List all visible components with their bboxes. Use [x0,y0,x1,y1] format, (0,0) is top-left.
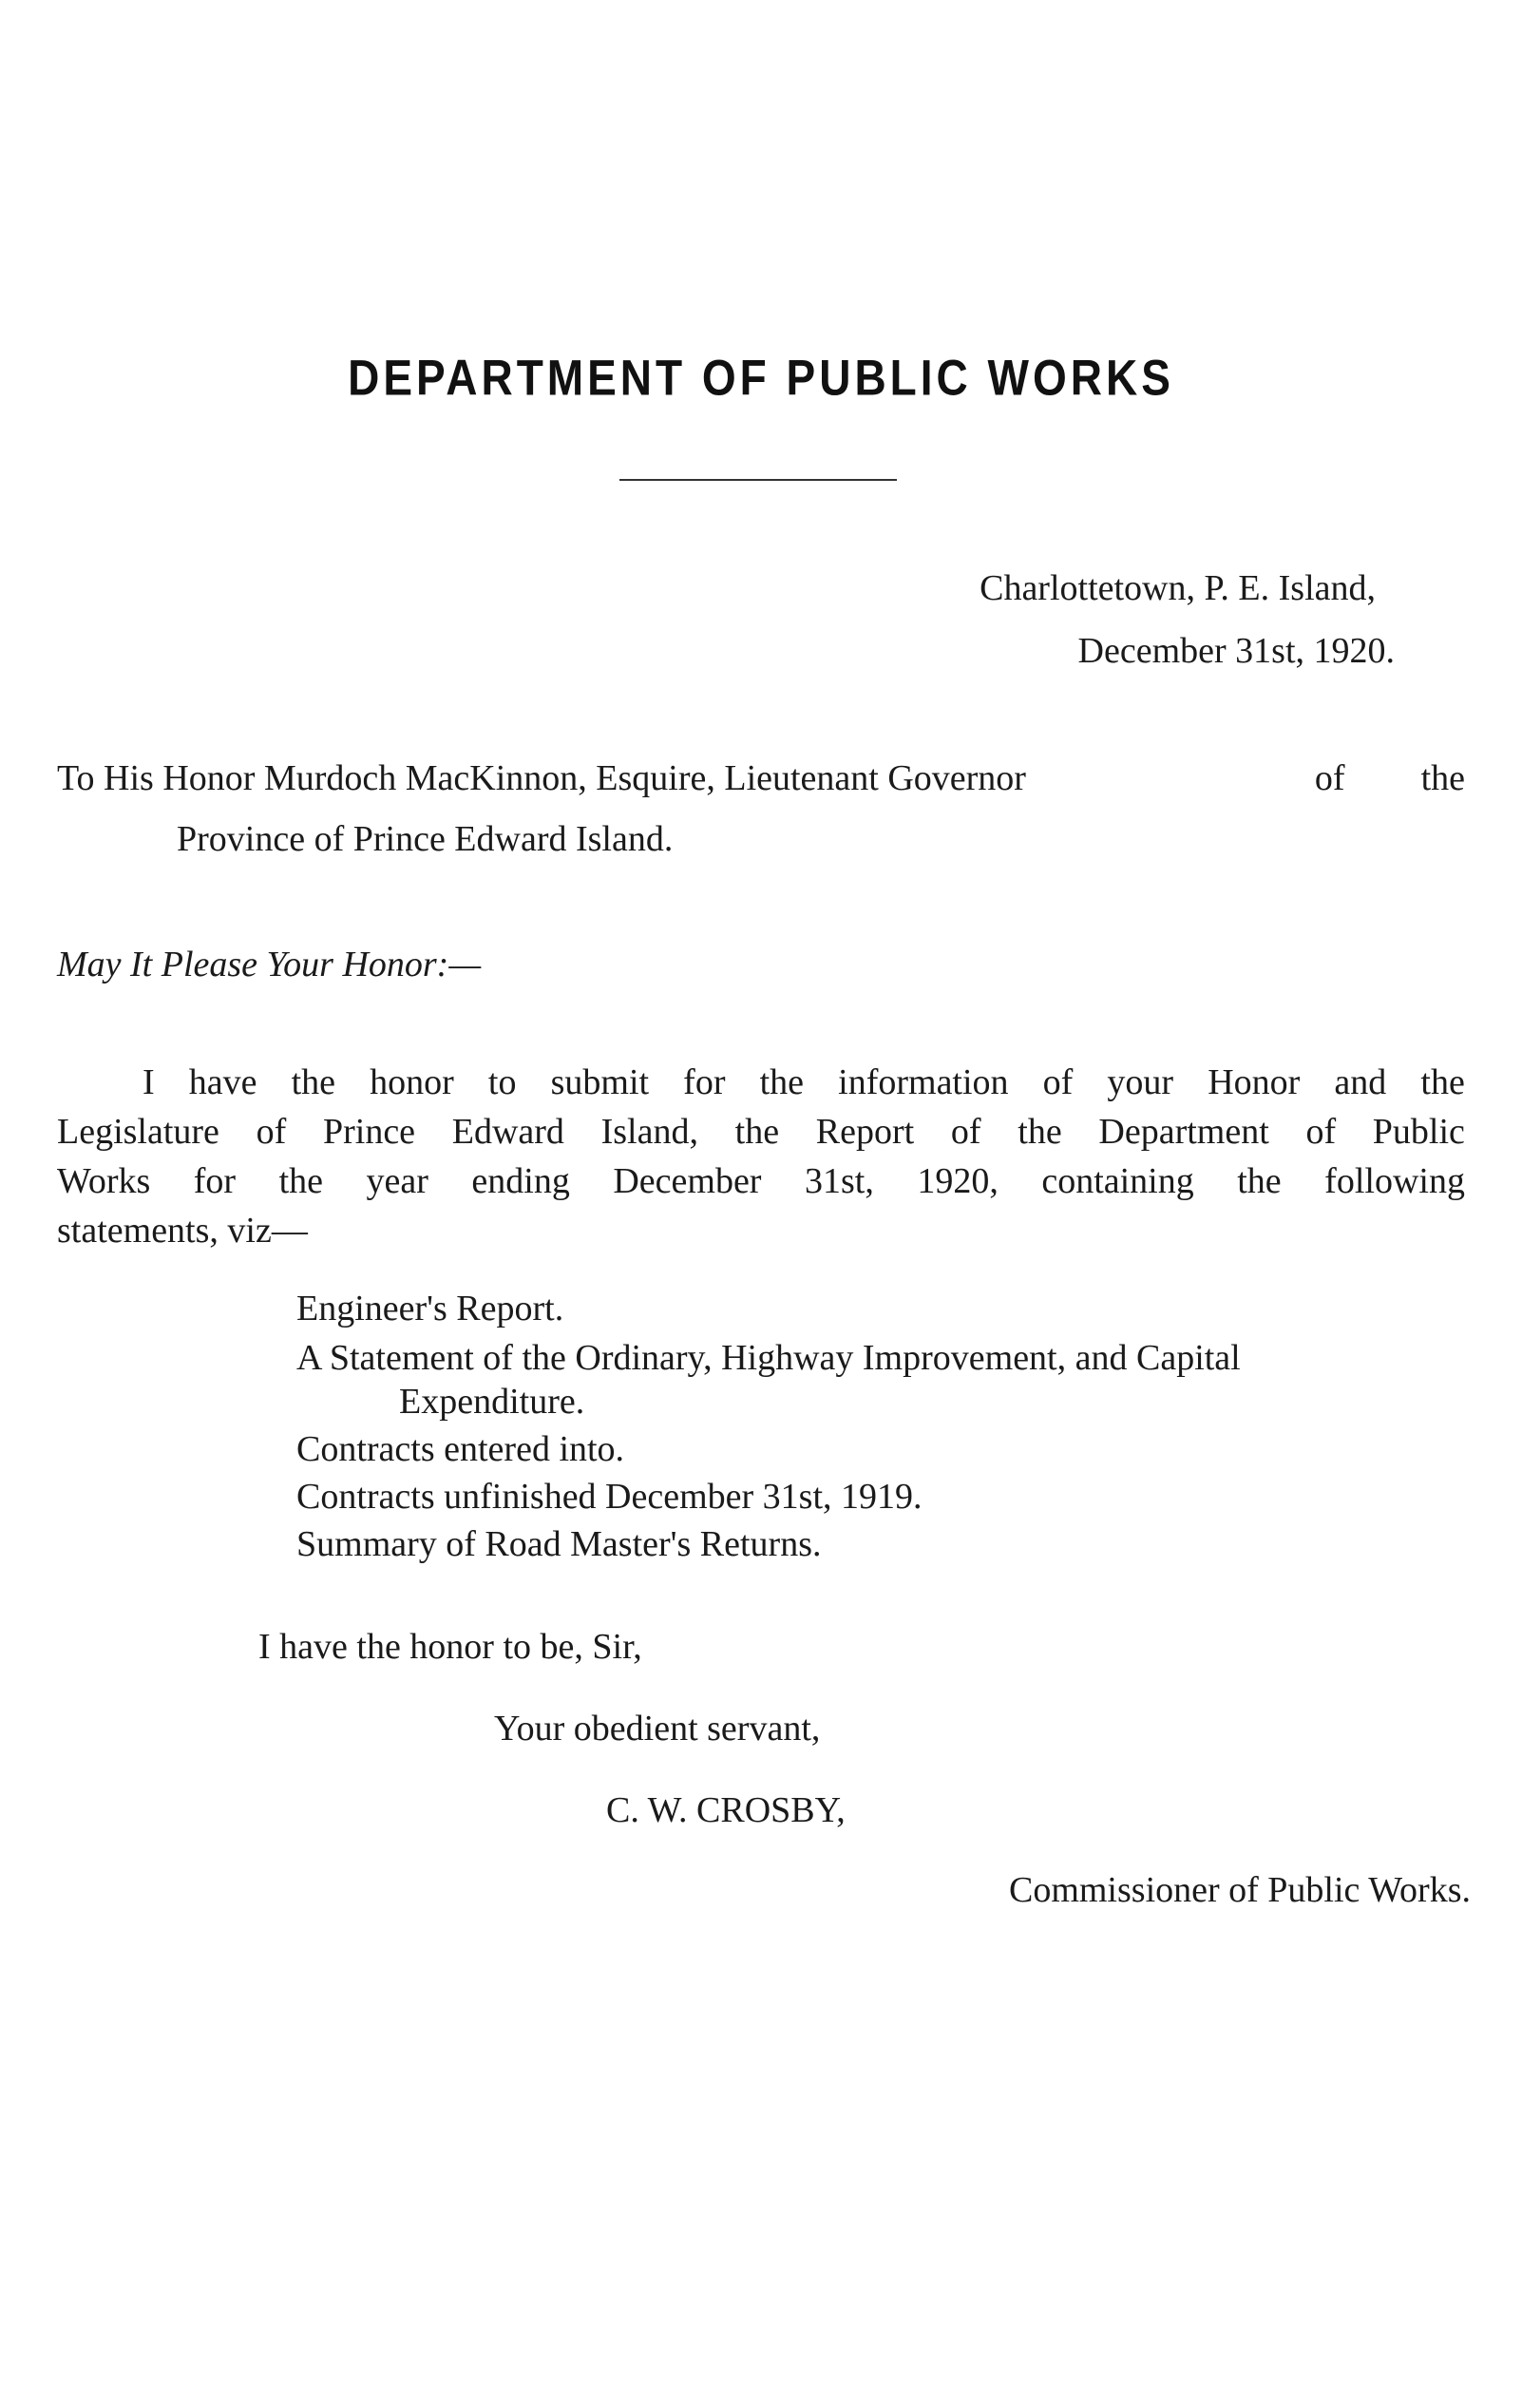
address-word: To His Honor Murdoch MacKinnon, Esquire, Lieutenant Governor [57,758,1026,798]
body-word: the [1237,1161,1282,1201]
body-line-3 [57,1163,1465,1199]
date-line: December 31st, 1920. [1077,631,1395,671]
body-word: to [487,1062,517,1102]
body-word: following [1324,1161,1465,1201]
title-divider [619,479,897,481]
body-line-4: statements, viz— [57,1211,308,1251]
body-word: containing [1041,1161,1194,1201]
closing-servant: Your obedient servant, [494,1709,821,1749]
statement-item: Engineer's Report. [296,1289,564,1328]
statement-item-continuation: Expenditure. [399,1382,585,1422]
page-title: DEPARTMENT OF PUBLIC WORKS [348,349,1174,406]
salutation: May It Please Your Honor:— [57,945,482,984]
body-word: December [613,1161,762,1201]
body-word: information [838,1062,1009,1102]
address-word: of [1314,758,1345,798]
body-line-2 [57,1114,1465,1150]
body-word: the [1018,1112,1062,1152]
body-word: of [256,1112,287,1152]
body-word: honor [370,1062,454,1102]
body-word: of [950,1112,981,1152]
body-word: the [1420,1062,1465,1102]
body-word: Prince [322,1112,416,1152]
body-word: the [759,1062,805,1102]
body-word: Island, [600,1112,698,1152]
body-word: of [1305,1112,1337,1152]
body-word: for [193,1161,237,1201]
body-word: for [683,1062,726,1102]
statement-item: A Statement of the Ordinary, Highway Improvement, and Capital [296,1338,1241,1378]
body-word: Edward [451,1112,564,1152]
body-word: 31st, [804,1161,874,1201]
body-word: the [278,1161,324,1201]
closing-line: I have the honor to be, Sir, [258,1627,642,1667]
body-word: Public [1372,1112,1465,1152]
body-word: submit [550,1062,650,1102]
statement-item: Contracts unfinished December 31st, 1919. [296,1477,923,1517]
body-word: the [734,1112,780,1152]
statement-item: Contracts entered into. [296,1429,625,1469]
body-word: and [1334,1062,1387,1102]
body-word: Report [815,1112,915,1152]
body-word: the [291,1062,336,1102]
address-line-2: Province of Prince Edward Island. [177,819,674,859]
body-word: ending [471,1161,570,1201]
body-word: I [143,1062,155,1102]
body-word: 1920, [917,1161,999,1201]
body-word: your [1107,1062,1174,1102]
address-word: the [1420,758,1465,798]
address-line-1 [57,760,1465,796]
body-word: Department [1098,1112,1269,1152]
body-word: of [1042,1062,1074,1102]
body-word: Honor [1208,1062,1301,1102]
body-word: have [188,1062,257,1102]
signatory-title: Commissioner of Public Works. [1008,1870,1471,1910]
place-line: Charlottetown, P. E. Island, [980,568,1376,608]
body-word: year [366,1161,428,1201]
body-line-1 [143,1064,1465,1100]
body-word: Works [57,1161,151,1201]
signature: C. W. CROSBY, [606,1790,846,1830]
statement-item: Summary of Road Master's Returns. [296,1524,822,1564]
body-word: Legislature [57,1112,219,1152]
